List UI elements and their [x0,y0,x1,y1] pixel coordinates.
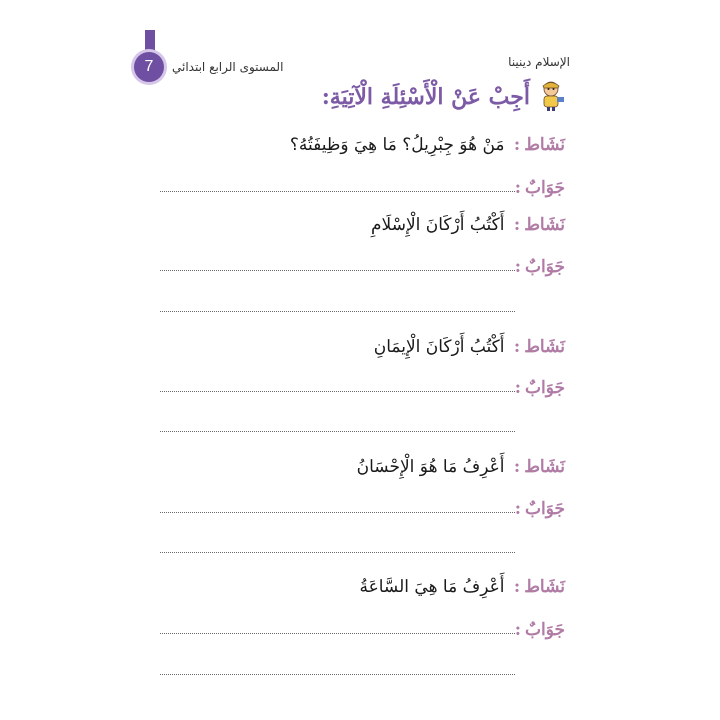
answer-label: جَوَابٌ [524,378,565,398]
activity-label: نَشَاط [524,457,565,477]
answer-line[interactable] [160,674,515,675]
activity-question: أَكْتُبُ أَرْكَانَ الْإِسْلَامِ [371,215,505,235]
answer-line[interactable] [160,512,515,513]
grade-label: المستوى الرابع ابتدائي [172,60,284,74]
page-number-badge: 7 [134,52,164,82]
answer-label: جَوَابٌ [524,499,565,519]
student-mascot-icon [536,78,566,112]
answer-1: جَوَابٌ: [514,178,565,198]
answer-line[interactable] [160,552,515,553]
activity-question: مَنْ هُوَ جِبْرِيلُ؟ مَا هِيَ وَظِيفَتُهُ؟ [289,135,505,155]
answer-line[interactable] [160,431,515,432]
activity-label: نَشَاط [524,135,565,155]
answer-4: جَوَابٌ: [514,499,565,519]
book-title: الإسلام دينينا [508,55,570,69]
answer-2: جَوَابٌ: [514,257,565,277]
activity-question: أَعْرِفُ مَا هُوَ الْإِحْسَانُ [356,457,505,477]
activity-question: أَعْرِفُ مَا هِيَ السَّاعَةُ [359,577,505,597]
answer-line[interactable] [160,391,515,392]
answer-label: جَوَابٌ [524,257,565,277]
activity-label: نَشَاط [524,577,565,597]
activity-5: نَشَاط: أَعْرِفُ مَا هِيَ السَّاعَةُ [359,577,565,597]
answer-3: جَوَابٌ: [514,378,565,398]
activity-question: أَكْتُبُ أَرْكَانَ الْإِيمَانِ [373,337,505,357]
activity-3: نَشَاط: أَكْتُبُ أَرْكَانَ الْإِيمَانِ [373,337,565,357]
answer-label: جَوَابٌ [524,620,565,640]
answer-5: جَوَابٌ: [514,620,565,640]
answer-label: جَوَابٌ [524,178,565,198]
answer-line[interactable] [160,633,515,634]
page-heading: أَجِبْ عَنْ الْأَسْئِلَةِ الْآتِيَةِ: [321,84,530,110]
activity-1: نَشَاط: مَنْ هُوَ جِبْرِيلُ؟ مَا هِيَ وَظِيفَتُهُ؟ [289,135,565,155]
activity-4: نَشَاط: أَعْرِفُ مَا هُوَ الْإِحْسَانُ [356,457,565,477]
activity-label: نَشَاط [524,337,565,357]
answer-line[interactable] [160,191,515,192]
activity-label: نَشَاط [524,215,565,235]
answer-line[interactable] [160,311,515,312]
activity-2: نَشَاط: أَكْتُبُ أَرْكَانَ الْإِسْلَامِ [371,215,565,235]
answer-line[interactable] [160,270,515,271]
